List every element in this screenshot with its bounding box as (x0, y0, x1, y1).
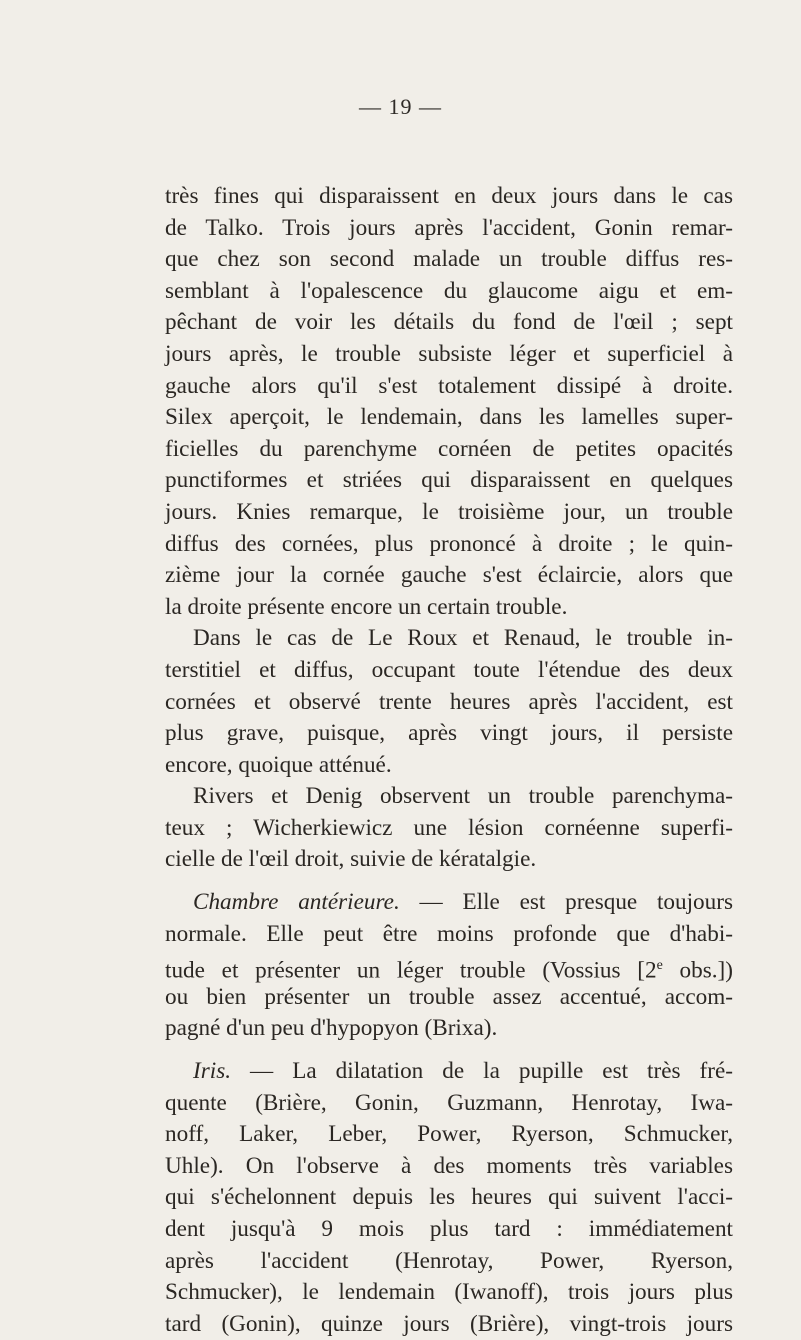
text-line: terstitiel et diffus, occupant toute l'étendue des deux (165, 656, 733, 683)
text-line: après l'accident (Henrotay, Power, Ryerson, (165, 1247, 733, 1274)
body-text (165, 181, 733, 1340)
paragraph-1 (165, 181, 733, 623)
paragraph-2 (165, 623, 733, 781)
paragraph-3 (165, 781, 733, 876)
text-fragment: obs.]) (662, 957, 733, 984)
text-line: jours après, le trouble subsiste léger et superficiel à (165, 340, 733, 367)
text-line: Dans le cas de Le Roux et Renaud, le trouble in- (193, 625, 733, 652)
text-line: que chez son second malade un trouble diffus res- (165, 246, 733, 273)
text-line: semblant à l'opalescence du glaucome aigu et em- (165, 277, 733, 304)
text-line: Rivers et Denig observent un trouble parenchyma- (193, 783, 733, 810)
superscript: e (656, 958, 663, 974)
text-line: teux ; Wicherkiewicz une lésion cornéenne superfi- (165, 814, 733, 841)
text-line (165, 1056, 733, 1088)
text-line: ou bien présenter un trouble assez accentué, accom- (165, 983, 733, 1010)
text-line: plus grave, puisque, après vingt jours, il persiste (165, 720, 733, 747)
text-line: quente (Brière, Gonin, Guzmann, Henrotay, Iwa- (165, 1089, 733, 1116)
text-line: ficielles du parenchyme cornéen de petites opacités (165, 435, 733, 462)
text-line: la droite présente encore un certain trouble. (165, 593, 568, 620)
text-line: noff, Laker, Leber, Power, Ryerson, Schmucker, (165, 1121, 733, 1148)
section-heading: Iris. (193, 1058, 232, 1085)
text-line: punctiformes et striées qui disparaissent en quelques (165, 467, 733, 494)
text-line: de Talko. Trois jours après l'accident, Gonin remar- (165, 214, 733, 241)
section-heading: Chambre antérieure. (193, 889, 400, 916)
text-line (165, 950, 733, 982)
text-line: Schmucker), le lendemain (Iwanoff), trois jours plus (165, 1279, 733, 1306)
text-line: cielle de l'œil droit, suivie de kératalgie. (165, 846, 537, 873)
text-line: jours. Knies remarque, le troisième jour, un trouble (165, 498, 733, 525)
text-line: tard (Gonin), quinze jours (Brière), vingt-trois jours (165, 1310, 733, 1337)
text-line: gauche alors qu'il s'est totalement dissipé à droite. (165, 372, 733, 399)
text-line: très fines qui disparaissent en deux jours dans le cas (165, 183, 733, 209)
text-line: diffus des cornées, plus prononcé à droite ; le quin- (165, 530, 733, 557)
text-line: Silex aperçoit, le lendemain, dans les lamelles super- (165, 404, 733, 431)
text-line: normale. Elle peut être moins profonde que d'habi- (165, 920, 733, 947)
text-line: Uhle). On l'observe à des moments très variables (165, 1152, 733, 1179)
paragraph-iris (165, 1056, 733, 1340)
text-line: dent jusqu'à 9 mois plus tard : immédiatement (165, 1216, 733, 1242)
page-number: — 19 — (359, 94, 442, 119)
text-fragment: — Elle est presque toujours (399, 889, 733, 916)
text-line: qui s'échelonnent depuis les heures qui suivent l'acci- (165, 1184, 733, 1211)
text-line: cornées et observé trente heures après l'accident, est (165, 688, 733, 715)
text-fragment: — La dilatation de la pupille est très fré- (231, 1058, 733, 1085)
text-line: pêchant de voir les détails du fond de l'œil ; sept (165, 309, 733, 336)
text-line: encore, quoique atténué. (165, 751, 392, 778)
text-fragment: tude et présenter un léger trouble (Vossius [2 (165, 957, 657, 984)
text-line: pagné d'un peu d'hypopyon (Brixa). (165, 1015, 498, 1042)
text-line: zième jour la cornée gauche s'est éclaircie, alors que (165, 562, 733, 589)
paragraph-chambre-anterieure (165, 887, 733, 1045)
text-line (165, 887, 733, 919)
